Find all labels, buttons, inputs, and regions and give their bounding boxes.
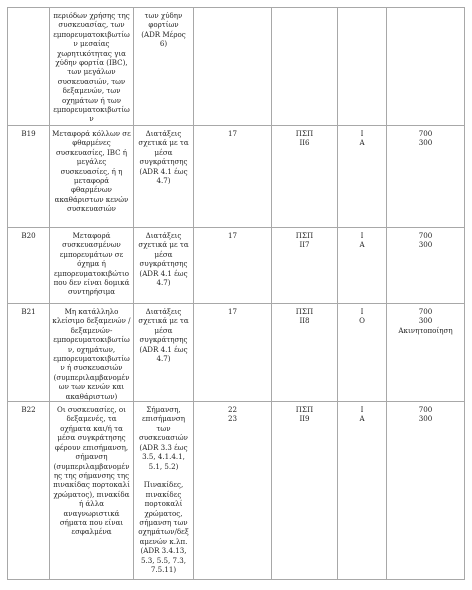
violation-description-line: ή άλλα: [78, 499, 105, 509]
fine-amount-cell: [387, 8, 465, 126]
violation-description-line: εμπορευματοκιβώτιο: [53, 268, 130, 278]
risk-category-line: I: [360, 405, 364, 415]
violation-description-line: δεξαμενών-: [70, 325, 113, 335]
violation-description-line: ν, οχημάτων,: [67, 344, 116, 354]
legal-reference-line: (ADR 3.3 έως: [139, 442, 188, 452]
legal-reference-cell: [134, 304, 194, 402]
violation-description-line: Μεταφορά κόλλων σε: [52, 129, 131, 138]
fine-amount-line: 700: [418, 129, 433, 138]
violation-description-line: συσκευασίας, των: [58, 20, 125, 30]
violation-description-line: περιόδων χρήσης της: [53, 11, 130, 20]
legal-reference-line: 6): [159, 39, 168, 49]
violation-code-text: B21: [21, 307, 36, 316]
violation-description-line: που δεν είναι δομικά: [53, 278, 130, 288]
legal-reference-line: Διατάξεις: [145, 129, 182, 138]
category-column-cell: [194, 8, 272, 126]
legal-reference-line: σήμανση των: [139, 517, 188, 527]
violation-description-line: φθαρμένων: [71, 185, 112, 195]
violation-description-line: εμπορευματοκιβωτίω: [53, 335, 130, 345]
table-row: [8, 8, 465, 126]
violation-description-line: μέσα συγκράτησης: [57, 433, 126, 443]
risk-category-cell: [338, 126, 387, 228]
legal-reference-line: πορτοκαλί: [144, 499, 183, 509]
risk-category-cell: [338, 304, 387, 402]
violation-description-line: μεγάλες: [76, 157, 107, 167]
risk-category-line: A: [359, 414, 365, 424]
legal-reference-cell: [134, 402, 194, 580]
legal-reference-line: των χύδην: [144, 11, 183, 20]
violation-description-line: οχημάτων ή των: [61, 95, 122, 105]
category-column-line: 17: [227, 307, 238, 316]
violation-description-line: χρώματος), πινακίδα: [53, 489, 130, 499]
violation-description-line: συσκευασιών, των: [57, 76, 126, 86]
legal-reference-line: (ADR Μέρος: [141, 29, 186, 39]
legal-reference-line: μέσα: [154, 325, 173, 335]
violation-description-line: ων των κενών και: [58, 382, 125, 392]
violation-code-cell: [8, 8, 50, 126]
violation-description-line: Μεταφορά: [72, 231, 111, 240]
violation-description-line: χύδην φορτία (IBC),: [55, 58, 128, 68]
violation-code-cell: [8, 402, 50, 580]
violation-description-line: χωρητικότητας για: [57, 48, 126, 58]
violation-description-line: συσκευασίες, IBC ή: [55, 147, 128, 157]
legal-reference-line: επισήμανση: [141, 414, 186, 424]
legal-reference-line: Σήμανση,: [146, 405, 181, 415]
fine-amount-line: 300: [418, 240, 433, 250]
penalty-column-line: II7: [299, 240, 310, 250]
violation-code-cell: [8, 126, 50, 228]
legal-reference-line: 4.7): [156, 176, 171, 186]
violation-description-line: ν μεσαίας: [73, 39, 110, 49]
legal-reference-line: (ADR 4.1 έως: [139, 268, 188, 278]
legal-reference-line: 5.3, 5.5, 7.3,: [140, 555, 187, 565]
category-column-cell: [194, 126, 272, 228]
fine-amount-line: [389, 11, 462, 20]
penalty-column-line: II8: [299, 316, 310, 326]
legal-reference-line: (ADR 4.1 έως: [139, 166, 188, 176]
violation-code-text: B22: [21, 405, 36, 415]
violation-description-line: σήματα που είναι: [59, 517, 124, 527]
fine-amount-line: 700: [418, 307, 433, 316]
violation-description-line: εμπορευματοκιβωτίω: [53, 354, 130, 364]
risk-category-line: I: [360, 307, 364, 316]
legal-reference-line: 3.5, 4.1.4.1,: [142, 452, 185, 462]
violation-description-line: σήμανση: [75, 452, 108, 462]
legal-reference-line: σχετικά με τα: [138, 316, 189, 326]
violation-description-line: δεξαμενές, τα: [66, 414, 117, 424]
legal-reference-line: οχημάτων/δεξ: [138, 527, 189, 537]
penalty-column-cell: [272, 402, 338, 580]
violation-description-line: εμπορευματοκιβωτίω: [53, 105, 130, 115]
legal-reference-line: αμενών κ.λπ.: [139, 536, 188, 546]
table-row: [8, 304, 465, 402]
table-row: [8, 126, 465, 228]
violation-description-line: κλείσιμο δεξαμενών /: [52, 316, 131, 326]
violation-description-line: εσφαλμένα: [71, 527, 112, 537]
legal-reference-line: συγκράτησης: [139, 259, 188, 269]
violation-description-line: ακαθάριστων): [65, 391, 118, 401]
category-column-line: 23: [227, 414, 238, 424]
legal-reference-line: 4.7): [156, 354, 171, 364]
violation-description-line: Οι συσκευασίες, οι: [57, 405, 126, 415]
legal-reference-line: σχετικά με τα: [138, 240, 189, 250]
violation-description-line: οχήματα και/ή τα: [60, 423, 123, 433]
risk-category-cell: [338, 402, 387, 580]
violation-description-line: ακαθάριστων κενών: [54, 194, 129, 204]
penalty-column-line: ΠΣΠ: [295, 405, 314, 415]
risk-category-cell: [338, 8, 387, 126]
violation-description-line: συντηρήσιμα: [67, 287, 116, 297]
fine-amount-line: 300: [418, 316, 433, 326]
violation-description-cell: [50, 8, 134, 126]
legal-reference-line: συγκράτησης: [139, 335, 188, 345]
violation-description-line: συσκευασίες, ή η: [60, 166, 123, 176]
legal-reference-cell: [134, 126, 194, 228]
penalty-column-line: II9: [299, 414, 310, 424]
penalty-column-line: II6: [299, 138, 310, 148]
penalty-column-line: ΠΣΠ: [295, 307, 314, 316]
category-column-cell: [194, 304, 272, 402]
risk-category-line: I: [360, 129, 364, 138]
category-column-line: 22: [227, 405, 238, 415]
violation-description-line: Μη κατάλληλο: [64, 307, 119, 316]
penalty-column-line: ΠΣΠ: [295, 129, 314, 138]
violation-description-line: συσκευασμένων: [62, 240, 121, 250]
risk-category-cell: [338, 228, 387, 304]
violation-code-cell: [8, 228, 50, 304]
fine-amount-line: 300: [418, 138, 433, 148]
category-column-line: 17: [227, 231, 238, 240]
violation-code-text: B19: [21, 129, 36, 138]
violation-description-line: ν ή συσκευασιών: [60, 363, 123, 373]
risk-category-line: A: [359, 138, 365, 148]
legal-reference-cell: [134, 8, 194, 126]
legal-reference-line: Διατάξεις: [145, 307, 182, 316]
legal-reference-line: 4.7): [156, 278, 171, 288]
legal-reference-line: [136, 471, 191, 480]
violation-description-cell: [50, 402, 134, 580]
category-column-line: [196, 11, 269, 20]
violation-description-line: (συμπεριλαμβανομέν: [53, 372, 130, 382]
violation-description-line: δεξαμενών, των: [62, 86, 121, 96]
fine-amount-line: 700: [418, 405, 433, 415]
violation-description-line: εμπορευμάτων σε: [59, 249, 124, 259]
violation-description-line: των μεγάλων: [67, 67, 116, 77]
violation-description-cell: [50, 228, 134, 304]
legal-reference-line: (ADR 3.4.13,: [140, 546, 187, 556]
table-row: [8, 402, 465, 580]
risk-category-line: I: [360, 231, 364, 240]
legal-reference-line: 5.1, 5.2): [148, 461, 179, 471]
fine-amount-line: Ακινητοποίηση: [398, 325, 453, 335]
violation-description-cell: [50, 304, 134, 402]
violation-code-text: B20: [21, 231, 36, 240]
legal-reference-line: (ADR 4.1 έως: [139, 344, 188, 354]
fine-amount-cell: [387, 228, 465, 304]
legal-reference-line: φορτίων: [148, 20, 179, 30]
legal-reference-line: 7.5.11): [150, 564, 177, 574]
penalty-column-cell: [272, 228, 338, 304]
violation-description-line: αναγνωριστικά: [63, 508, 120, 518]
penalty-column-line: ΠΣΠ: [295, 231, 314, 240]
legal-reference-line: μέσα: [154, 147, 173, 157]
risk-category-line: [340, 11, 384, 20]
violation-description-line: φθαρμένες: [72, 138, 111, 148]
fine-amount-line: 700: [418, 231, 433, 240]
legal-reference-line: σχετικά με τα: [138, 138, 189, 148]
legal-reference-line: των: [156, 423, 171, 433]
category-column-cell: [194, 228, 272, 304]
legal-reference-line: μέσα: [154, 249, 173, 259]
violation-description-line: φέρουν επισήμανση,: [54, 442, 129, 452]
category-column-line: 17: [227, 129, 238, 138]
violation-description-line: ης της σήμανσης της: [53, 470, 130, 480]
violation-description-line: όχημα ή: [77, 259, 106, 269]
violation-description-line: μεταφορά: [73, 176, 110, 186]
violation-description-line: εμπορευματοκιβωτίω: [53, 29, 130, 39]
legal-reference-line: Διατάξεις: [145, 231, 182, 240]
penalty-column-cell: [272, 8, 338, 126]
penalty-column-cell: [272, 304, 338, 402]
penalty-column-line: [274, 11, 335, 20]
violation-code-cell: [8, 304, 50, 402]
table-body: [8, 8, 465, 580]
table-row: [8, 228, 465, 304]
violation-description-line: ν: [89, 114, 94, 124]
legal-reference-line: συσκευασιών: [139, 433, 188, 443]
violation-description-line: πινακίδας πορτοκαλί: [53, 480, 130, 490]
violation-description-cell: [50, 126, 134, 228]
legal-reference-line: Πινακίδες,: [143, 480, 184, 490]
violation-description-line: (συμπεριλαμβανομέν: [53, 461, 130, 471]
risk-category-line: A: [359, 240, 365, 250]
legal-reference-cell: [134, 228, 194, 304]
legal-reference-line: συγκράτησης: [139, 157, 188, 167]
violation-description-line: συσκευασιών: [67, 204, 116, 214]
fine-amount-cell: [387, 126, 465, 228]
penalty-column-cell: [272, 126, 338, 228]
legal-reference-line: χρώματος,: [144, 508, 183, 518]
fine-amount-line: 300: [418, 414, 433, 424]
legal-reference-line: πινακίδες: [145, 489, 182, 499]
fine-amount-cell: [387, 304, 465, 402]
fine-amount-cell: [387, 402, 465, 580]
category-column-cell: [194, 402, 272, 580]
regulation-table: [7, 7, 465, 580]
risk-category-line: O: [359, 316, 365, 326]
